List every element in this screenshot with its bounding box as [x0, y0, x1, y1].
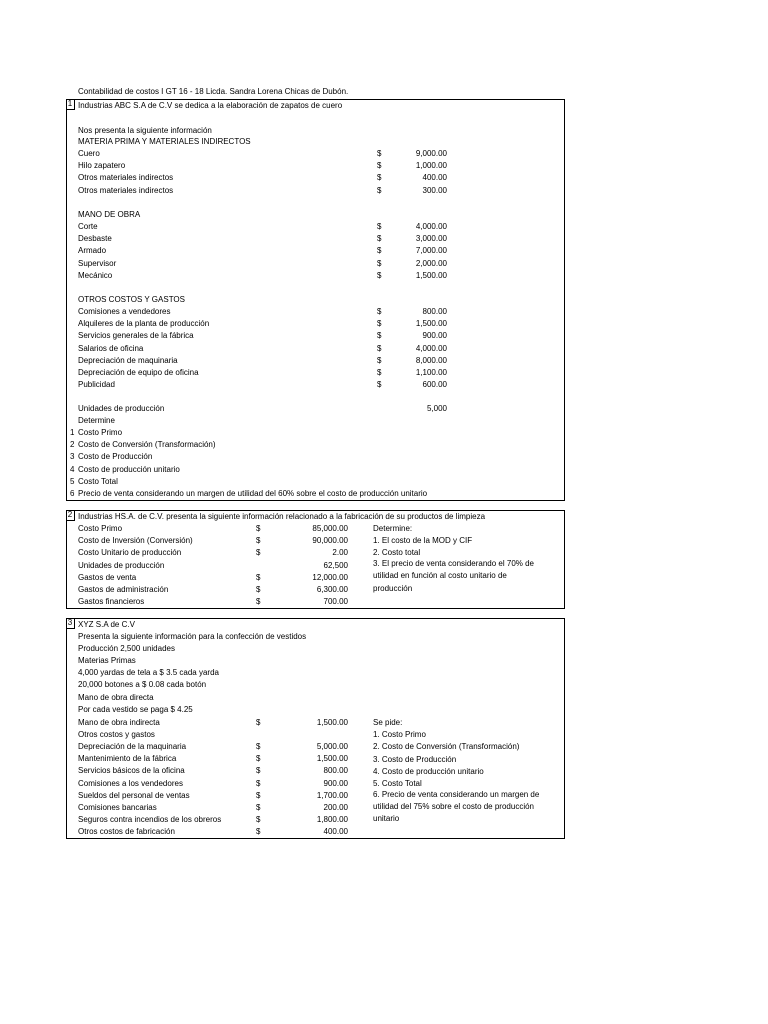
question-text: Precio de venta considerando un margen de utilidad del 60% sobre el costo de producción unitario	[78, 489, 428, 498]
row-value: 1,500.00	[415, 319, 447, 329]
row-label: Comisiones bancarias	[78, 802, 157, 812]
question-number: 2	[70, 440, 75, 450]
row-value: 90,000.00	[312, 536, 348, 546]
currency-symbol: $	[377, 331, 382, 341]
row-label: Mecánico	[78, 270, 113, 280]
question-number: 6	[70, 489, 75, 498]
question-text: Costo de producción unitario	[78, 464, 180, 474]
info-line: Por cada vestido se paga $ 4.25	[78, 704, 193, 714]
currency-symbol: $	[256, 524, 261, 533]
info-line: Materias Primas	[78, 656, 136, 666]
currency-symbol: $	[256, 754, 261, 764]
row-value: 1,000.00	[415, 161, 447, 171]
currency-symbol: $	[377, 173, 382, 183]
row-value: 400.00	[323, 826, 348, 836]
units-value: 5,000	[426, 404, 447, 413]
row-value: 1,800.00	[316, 814, 348, 824]
row-label: Gastos de venta	[78, 572, 137, 582]
row-value: 900.00	[422, 331, 447, 341]
row-label: Desbaste	[78, 234, 112, 244]
question-text: 3. Costo de Producción	[373, 755, 457, 764]
determine-label: Determine	[78, 416, 115, 425]
currency-symbol: $	[377, 234, 382, 244]
currency-symbol: $	[256, 548, 261, 558]
currency-symbol: $	[377, 222, 382, 231]
question-text: 3. El precio de venta considerando el 70% de	[373, 559, 534, 568]
question-text: Costo Total	[78, 476, 118, 486]
question-text: 2. Costo de Conversión (Transformación)	[373, 742, 520, 751]
currency-symbol: $	[377, 161, 382, 171]
question-text: producción	[373, 584, 413, 593]
row-label: Depreciación de equipo de oficina	[78, 368, 199, 377]
row-label: Corte	[78, 222, 98, 231]
row-value: 300.00	[422, 185, 447, 195]
exercise-2-number: 2	[66, 510, 75, 521]
question-text: Costo de Producción	[78, 452, 153, 462]
question-number: 3	[70, 452, 75, 462]
row-label: Otros materiales indirectos	[78, 185, 174, 195]
row-label: Gastos de administración	[78, 585, 169, 594]
row-value: 2,000.00	[415, 258, 447, 268]
row-label: Unidades de producción	[78, 560, 165, 570]
row-label: Servicios generales de la fábrica	[78, 331, 194, 341]
row-value: 700.00	[323, 597, 348, 607]
row-value: 85,000.00	[312, 524, 348, 533]
currency-symbol: $	[256, 585, 261, 594]
question-text: 1. El costo de la MOD y CIF	[373, 536, 473, 545]
currency-symbol: $	[256, 536, 261, 546]
currency-symbol: $	[256, 814, 261, 824]
row-value: 1,500.00	[316, 754, 348, 764]
currency-symbol: $	[377, 355, 382, 365]
row-label: Mantenimiento de la fábrica	[78, 754, 177, 764]
row-label: Depreciación de la maquinaria	[78, 742, 187, 752]
currency-symbol: $	[256, 597, 261, 607]
exercise-2-intro: Industrias HS.A. de C.V. presenta la siguiente información relacionado a la fabricación de su productos de limpieza	[78, 512, 486, 521]
currency-symbol: $	[256, 790, 261, 800]
currency-symbol: $	[377, 258, 382, 268]
row-value: 6,300.00	[316, 585, 348, 594]
row-label: Costo de Inversión (Conversión)	[78, 536, 193, 546]
row-value: 12,000.00	[312, 572, 348, 582]
row-value: 900.00	[323, 778, 348, 788]
question-text: 2. Costo total	[373, 548, 421, 557]
ex3-pide: Se pide:	[373, 718, 403, 727]
exercise-1-number: 1	[66, 99, 75, 110]
currency-symbol: $	[377, 185, 382, 195]
row-label: Alquileres de la planta de producción	[78, 319, 210, 329]
row-value: 8,000.00	[415, 355, 447, 365]
row-label: Salarios de oficina	[78, 343, 144, 353]
question-text: unitario	[373, 814, 400, 823]
currency-symbol: $	[377, 246, 382, 256]
row-label: Comisiones a vendedores	[78, 307, 171, 316]
row-label: Supervisor	[78, 258, 117, 268]
mo-section-title: MANO DE OBRA	[78, 210, 141, 219]
row-label: Mano de obra indirecta	[78, 718, 160, 727]
exercise-3-title: XYZ S.A de C.V	[78, 620, 135, 629]
row-value: 1,500.00	[316, 718, 348, 727]
info-line: Presenta la siguiente información para la confección de vestidos	[78, 632, 307, 641]
row-value: 62,500	[323, 560, 348, 570]
question-text: Costo de Conversión (Transformación)	[78, 440, 216, 450]
info-line: 20,000 botones a $ 0.08 cada botón	[78, 680, 207, 690]
currency-symbol: $	[377, 368, 382, 377]
ocg-section-title: OTROS COSTOS Y GASTOS	[78, 295, 185, 304]
row-label: Sueldos del personal de ventas	[78, 790, 190, 800]
question-text: 6. Precio de venta considerando un margen de	[373, 790, 540, 799]
row-label: Armado	[78, 246, 107, 256]
row-label: Otros materiales indirectos	[78, 173, 174, 183]
row-label: Seguros contra incendios de los obreros	[78, 814, 222, 824]
question-text: 4. Costo de producción unitario	[373, 767, 484, 776]
currency-symbol: $	[256, 718, 261, 727]
currency-symbol: $	[256, 778, 261, 788]
row-value: 3,000.00	[415, 234, 447, 244]
ex2-determine: Determine:	[373, 524, 413, 533]
row-value: 1,100.00	[415, 368, 447, 377]
row-value: 2.00	[332, 548, 348, 558]
question-text: utilidad en función al costo unitario de	[373, 571, 507, 580]
currency-symbol: $	[256, 826, 261, 836]
row-value: 1,500.00	[415, 270, 447, 280]
currency-symbol: $	[377, 307, 382, 316]
currency-symbol: $	[377, 319, 382, 329]
currency-symbol: $	[256, 766, 261, 776]
row-label: Otros costos y gastos	[78, 730, 155, 740]
row-label: Costo Unitario de producción	[78, 548, 182, 558]
row-value: 800.00	[323, 766, 348, 776]
info-line: Mano de obra directa	[78, 692, 154, 702]
row-label: Hilo zapatero	[78, 161, 126, 171]
question-number: 1	[70, 428, 75, 437]
info-line: 4,000 yardas de tela a $ 3.5 cada yarda	[78, 668, 219, 678]
currency-symbol: $	[256, 572, 261, 582]
row-value: 1,700.00	[316, 790, 348, 800]
row-value: 200.00	[323, 802, 348, 812]
row-value: 600.00	[422, 380, 447, 390]
row-label: Servicios básicos de la oficina	[78, 766, 185, 776]
currency-symbol: $	[256, 742, 261, 752]
page-header: Contabilidad de costos I GT 16 - 18 Licda. Sandra Lorena Chicas de Dubón.	[78, 87, 349, 96]
row-value: 4,000.00	[415, 343, 447, 353]
question-text: Costo Primo	[78, 428, 123, 437]
question-text: 1. Costo Primo	[373, 730, 426, 739]
row-value: 4,000.00	[415, 222, 447, 231]
currency-symbol: $	[377, 343, 382, 353]
row-label: Depreciación de maquinaria	[78, 355, 178, 365]
row-value: 5,000.00	[316, 742, 348, 752]
question-text: 5. Costo Total	[373, 779, 422, 788]
exercise-3-number: 3	[66, 618, 75, 629]
row-value: 800.00	[422, 307, 447, 316]
question-number: 5	[70, 476, 75, 486]
units-label: Unidades de producción	[78, 404, 165, 413]
question-text: utilidad del 75% sobre el costo de producción	[373, 802, 534, 811]
currency-symbol: $	[377, 149, 382, 158]
currency-symbol: $	[377, 270, 382, 280]
row-value: 400.00	[422, 173, 447, 183]
currency-symbol: $	[377, 380, 382, 390]
row-label: Cuero	[78, 149, 100, 158]
currency-symbol: $	[256, 802, 261, 812]
exercise-1-intro: Industrias ABC S.A de C.V se dedica a la elaboración de zapatos de cuero	[78, 101, 343, 110]
row-label: Publicidad	[78, 380, 115, 390]
exercise-1-presenta: Nos presenta la siguiente información	[78, 126, 212, 135]
row-label: Costo Primo	[78, 524, 123, 533]
row-label: Otros costos de fabricación	[78, 826, 175, 836]
row-value: 9,000.00	[415, 149, 447, 158]
row-label: Comisiones a los vendedores	[78, 778, 183, 788]
info-line: Producción 2,500 unidades	[78, 644, 175, 654]
row-label: Gastos financieros	[78, 597, 145, 607]
mp-section-title: MATERIA PRIMA Y MATERIALES INDIRECTOS	[78, 137, 251, 146]
row-value: 7,000.00	[415, 246, 447, 256]
question-number: 4	[70, 464, 75, 474]
